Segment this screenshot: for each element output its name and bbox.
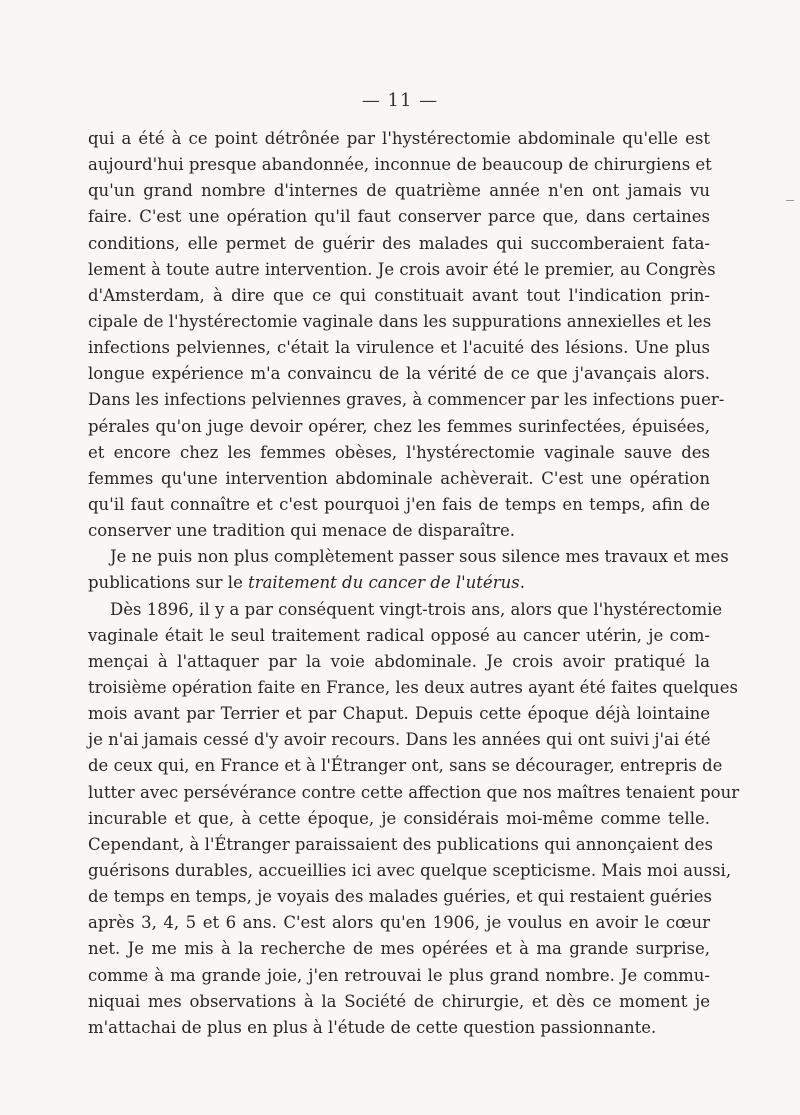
text-line: et encore chez les femmes obèses, l'hystérectomie vaginale sauve des [88, 442, 710, 462]
text-line: d'Amsterdam, à dire que ce qui constituait avant tout l'indication prin- [88, 285, 710, 305]
paragraph-3 [88, 597, 740, 1041]
text-line: Dans les infections pelviennes graves, à commencer par les infections puer- [88, 390, 725, 410]
paragraph-1 [88, 126, 725, 544]
text-line: de temps en temps, je voyais des malades guéries, et qui restaient guéries [88, 887, 712, 907]
text-line: guérisons durables, accueillies ici avec quelque scepticisme. Mais moi aussi, [88, 860, 732, 880]
text-line: vaginale était le seul traitement radical opposé au cancer utérin, je com- [88, 625, 710, 645]
text-line: aujourd'hui presque abandonnée, inconnue de beaucoup de chirurgiens et [88, 155, 712, 175]
text-line: conserver une tradition qui menace de disparaître. [88, 521, 515, 541]
text-line: Cependant, à l'Étranger paraissaient des publications qui annonçaient des [88, 834, 713, 854]
text-line: faire. C'est une opération qu'il faut conserver parce que, dans certaines [88, 207, 710, 227]
text-line: pérales qu'on juge devoir opérer, chez les femmes surinfectées, épuisées, [88, 416, 710, 436]
text-line: conditions, elle permet de guérir des malades qui succomberaient fata- [88, 233, 710, 253]
body-text [88, 126, 740, 1041]
text-line: incurable et que, à cette époque, je considérais moi-même comme telle. [88, 808, 710, 828]
text-line: de ceux qui, en France et à l'Étranger ont, sans se décourager, entrepris de [88, 756, 723, 776]
text-line: lement à toute autre intervention. Je crois avoir été le premier, au Congrès [88, 259, 716, 279]
text-line: femmes qu'une intervention abdominale achèverait. C'est une opération [88, 468, 710, 488]
text-line: infections pelviennes, c'était la virulence et l'acuité des lésions. Une plus [88, 338, 710, 358]
text-line: je n'ai jamais cessé d'y avoir recours. Dans les années qui ont suivi j'ai été [88, 730, 711, 750]
text-fragment: . [519, 573, 525, 593]
text-line: longue expérience m'a convaincu de la vérité de ce que j'avançais alors. [88, 364, 710, 384]
text-line: cipale de l'hystérectomie vaginale dans les suppurations annexielles et les [88, 311, 712, 331]
text-line: m'attachai de plus en plus à l'étude de cette question passionnante. [88, 1017, 657, 1037]
paragraph-2 [88, 544, 729, 596]
text-fragment: publications sur le [88, 573, 249, 593]
text-line: qu'il faut connaître et c'est pourquoi j'en fais de temps en temps, afin de [88, 494, 710, 514]
text-line: Dès 1896, il y a par conséquent vingt-trois ans, alors que l'hystérectomie [110, 599, 723, 619]
text-line: Je ne puis non plus complètement passer sous silence mes travaux et mes [110, 547, 729, 567]
text-line: niquai mes observations à la Société de chirurgie, et dès ce moment je [88, 991, 710, 1011]
text-line: lutter avec persévérance contre cette affection que nos maîtres tenaient pour [88, 782, 740, 802]
text-line: comme à ma grande joie, j'en retrouvai le plus grand nombre. Je commu- [88, 965, 710, 985]
scan-edge-mark [786, 200, 794, 201]
italic-title: traitement du cancer de l'utérus [248, 573, 520, 593]
page-number: — 11 — [361, 90, 439, 111]
text-line: troisième opération faite en France, les deux autres ayant été faites quelques [88, 677, 738, 697]
text-line: mençai à l'attaquer par la voie abdominale. Je crois avoir pratiqué la [88, 651, 710, 671]
text-line: qu'un grand nombre d'internes de quatrième année n'en ont jamais vu [88, 181, 710, 201]
text-line: après 3, 4, 5 et 6 ans. C'est alors qu'en 1906, je voulus en avoir le cœur [88, 913, 710, 933]
text-line: qui a été à ce point détrônée par l'hystérectomie abdominale qu'elle est [88, 129, 710, 148]
text-line: net. Je me mis à la recherche de mes opérées et à ma grande surprise, [88, 939, 710, 959]
text-line: mois avant par Terrier et par Chaput. Depuis cette époque déjà lointaine [88, 704, 710, 724]
text-line-with-italic [88, 570, 710, 596]
